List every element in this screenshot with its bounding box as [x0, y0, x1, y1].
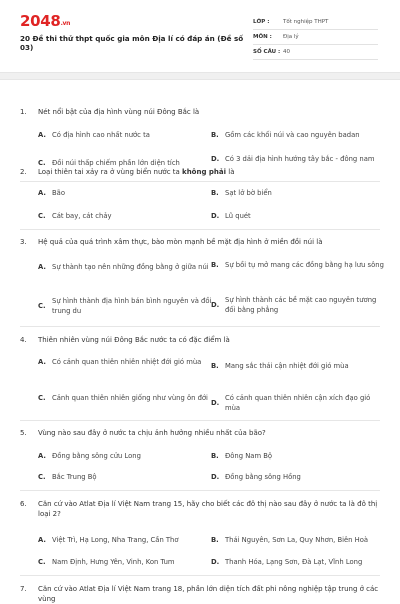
option-text: Đồng bằng sông Hồng: [225, 473, 301, 481]
option-letter: A.: [38, 452, 46, 460]
q1-option-a[interactable]: [38, 130, 214, 140]
question-text-part: là: [226, 168, 235, 176]
option-letter: C.: [38, 473, 46, 481]
option-text: Gồm các khối núi và cao nguyên badan: [225, 131, 360, 139]
question-text: [38, 167, 380, 177]
option-text: Cát bay, cát chảy: [52, 212, 112, 220]
question-3: [20, 237, 380, 247]
option-letter: C.: [38, 558, 46, 566]
q3-option-d[interactable]: [211, 295, 385, 315]
question-text-emphasis: không phải: [182, 168, 227, 176]
q6-option-d[interactable]: [211, 557, 385, 567]
meta-label: LỚP :: [253, 19, 270, 25]
option-letter: D.: [211, 212, 220, 220]
option-text: Cảnh quan thiên nhiên giống như vùng ôn đới: [52, 394, 208, 402]
option-letter: D.: [211, 558, 220, 566]
option-text: Đông Nam Bộ: [225, 452, 273, 460]
question-separator: [20, 229, 380, 230]
option-text: Sạt lở bờ biển: [225, 189, 272, 197]
question-separator: [20, 420, 380, 421]
option-letter: A.: [38, 358, 46, 366]
q2-option-d[interactable]: [211, 211, 385, 221]
q5-option-c[interactable]: [38, 472, 214, 482]
q1-option-d[interactable]: [211, 154, 385, 164]
meta-row-count: [253, 45, 378, 60]
question-text: Vùng nào sau đây ở nước ta chịu ảnh hưởng nhiều nhất của bão?: [38, 429, 266, 437]
q4-option-a[interactable]: [38, 357, 214, 367]
meta-value: Tốt nghiệp THPT: [283, 19, 329, 25]
option-letter: B.: [211, 536, 219, 544]
option-letter: A.: [38, 263, 46, 271]
q2-option-b[interactable]: [211, 188, 385, 198]
logo-number: 2048: [20, 12, 61, 30]
option-letter: C.: [38, 394, 46, 402]
option-text: Việt Trì, Hạ Long, Nha Trang, Cần Thơ: [52, 536, 179, 544]
question-text: Hệ quả của quá trình xâm thực, bào mòn mạnh bề mặt địa hình ở miền đồi núi là: [38, 238, 323, 246]
question-separator: [20, 575, 380, 576]
option-letter: D.: [211, 473, 220, 481]
question-separator: [20, 326, 380, 327]
option-text: Thanh Hóa, Lạng Sơn, Đà Lạt, Vĩnh Long: [225, 558, 363, 566]
option-letter: D.: [211, 155, 220, 163]
question-number: 4.: [20, 336, 27, 344]
option-text: Có 3 dải địa hình hướng tây bắc - đông nam: [225, 155, 375, 163]
option-text: Bắc Trung Bộ: [52, 473, 97, 481]
question-number: 5.: [20, 429, 27, 437]
q5-option-d[interactable]: [211, 472, 385, 482]
question-text-part: Loại thiên tai xảy ra ở vùng biển nước ta: [38, 168, 183, 176]
question-6: [20, 499, 380, 519]
option-letter: C.: [38, 302, 46, 310]
option-letter: A.: [38, 536, 46, 544]
option-text: Nam Định, Hưng Yên, Vinh, Kon Tum: [52, 558, 175, 566]
option-letter: B.: [211, 261, 219, 269]
question-number: 6.: [20, 500, 27, 508]
question-number: 7.: [20, 585, 27, 593]
q6-option-c[interactable]: [38, 557, 214, 567]
q5-option-a[interactable]: [38, 451, 214, 461]
option-letter: B.: [211, 131, 219, 139]
meta-value: 40: [283, 49, 290, 55]
exam-meta: [253, 15, 378, 60]
logo-domain: .vn: [60, 20, 71, 27]
question-7: [20, 584, 380, 604]
q6-option-a[interactable]: [38, 535, 214, 545]
option-letter: C.: [38, 159, 46, 167]
q3-option-c[interactable]: [38, 296, 214, 316]
option-letter: A.: [38, 189, 46, 197]
option-text: Thái Nguyên, Sơn La, Quy Nhơn, Biên Hoà: [225, 536, 369, 544]
question-text: Căn cứ vào Atlat Địa lí Việt Nam trang 15, hãy cho biết các đô thị nào sau đây ở nước ta là đô thị loại 2?: [38, 500, 378, 518]
q2-option-a[interactable]: [38, 188, 214, 198]
question-number: 1.: [20, 108, 27, 116]
meta-row-subject: [253, 30, 378, 45]
question-number: 3.: [20, 238, 27, 246]
meta-value: Địa lý: [283, 34, 299, 40]
option-text: Sự hình thành địa hình bán bình nguyên và đồi trung du: [52, 297, 212, 315]
question-number: 2.: [20, 168, 27, 176]
option-text: Có cảnh quan thiên nhiên cận xích đạo gió mùa: [225, 394, 371, 412]
option-text: Sự thành tạo nên những đồng bằng ở giữa núi: [52, 263, 209, 271]
option-letter: A.: [38, 131, 46, 139]
option-text: Lũ quét: [225, 212, 251, 220]
option-text: Bão: [52, 189, 65, 197]
meta-label: SỐ CÂU :: [253, 49, 281, 55]
question-text: Căn cứ vào Atlat Địa lí Việt Nam trang 18, phần lớn diện tích đất phi nông nghiệp tập trung ở các vùng: [38, 585, 379, 603]
header-divider: [0, 72, 400, 80]
document-title: 20 Đề thi thử thpt quốc gia môn Địa lí có đáp án (Đề số 03): [20, 34, 244, 52]
meta-row-class: [253, 15, 378, 30]
question-separator: [20, 181, 380, 182]
option-letter: D.: [211, 399, 220, 407]
question-separator: [20, 490, 380, 491]
q3-option-a[interactable]: [38, 262, 214, 272]
option-letter: D.: [211, 301, 220, 309]
q6-option-b[interactable]: [211, 535, 385, 545]
option-letter: B.: [211, 189, 219, 197]
document-header: [0, 0, 400, 64]
q4-option-d[interactable]: [211, 393, 385, 413]
question-4: [20, 335, 380, 345]
q1-option-b[interactable]: [211, 130, 385, 140]
question-1: [20, 107, 380, 117]
option-text: Sự hình thành các bề mặt cao nguyên tương đối bằng phẳng: [225, 296, 377, 314]
q4-option-c[interactable]: [38, 393, 214, 403]
q2-option-c[interactable]: [38, 211, 214, 221]
question-2: [20, 167, 380, 177]
question-text: Nét nổi bật của địa hình vùng núi Đông Bắc là: [38, 108, 200, 116]
option-letter: B.: [211, 452, 219, 460]
q3-option-b[interactable]: [211, 260, 385, 270]
question-5: [20, 428, 380, 438]
meta-label: MÔN :: [253, 34, 272, 40]
question-text: Thiên nhiên vùng núi Đông Bắc nước ta có đặc điểm là: [38, 336, 230, 344]
option-text: Có địa hình cao nhất nước ta: [52, 131, 150, 139]
option-text: Sự bồi tụ mở mang các đồng bằng hạ lưu sông: [225, 261, 384, 269]
site-logo[interactable]: [20, 12, 70, 30]
option-text: Đồng bằng sông cửu Long: [52, 452, 141, 460]
option-letter: B.: [211, 362, 219, 370]
option-text: Đồi núi thấp chiếm phần lớn diện tích: [52, 159, 180, 167]
q4-option-b[interactable]: [211, 361, 385, 371]
option-letter: C.: [38, 212, 46, 220]
option-text: Có cảnh quan thiên nhiên nhiệt đới gió mùa: [52, 358, 202, 366]
option-text: Mang sắc thái cận nhiệt đới gió mùa: [225, 362, 349, 370]
q5-option-b[interactable]: [211, 451, 385, 461]
